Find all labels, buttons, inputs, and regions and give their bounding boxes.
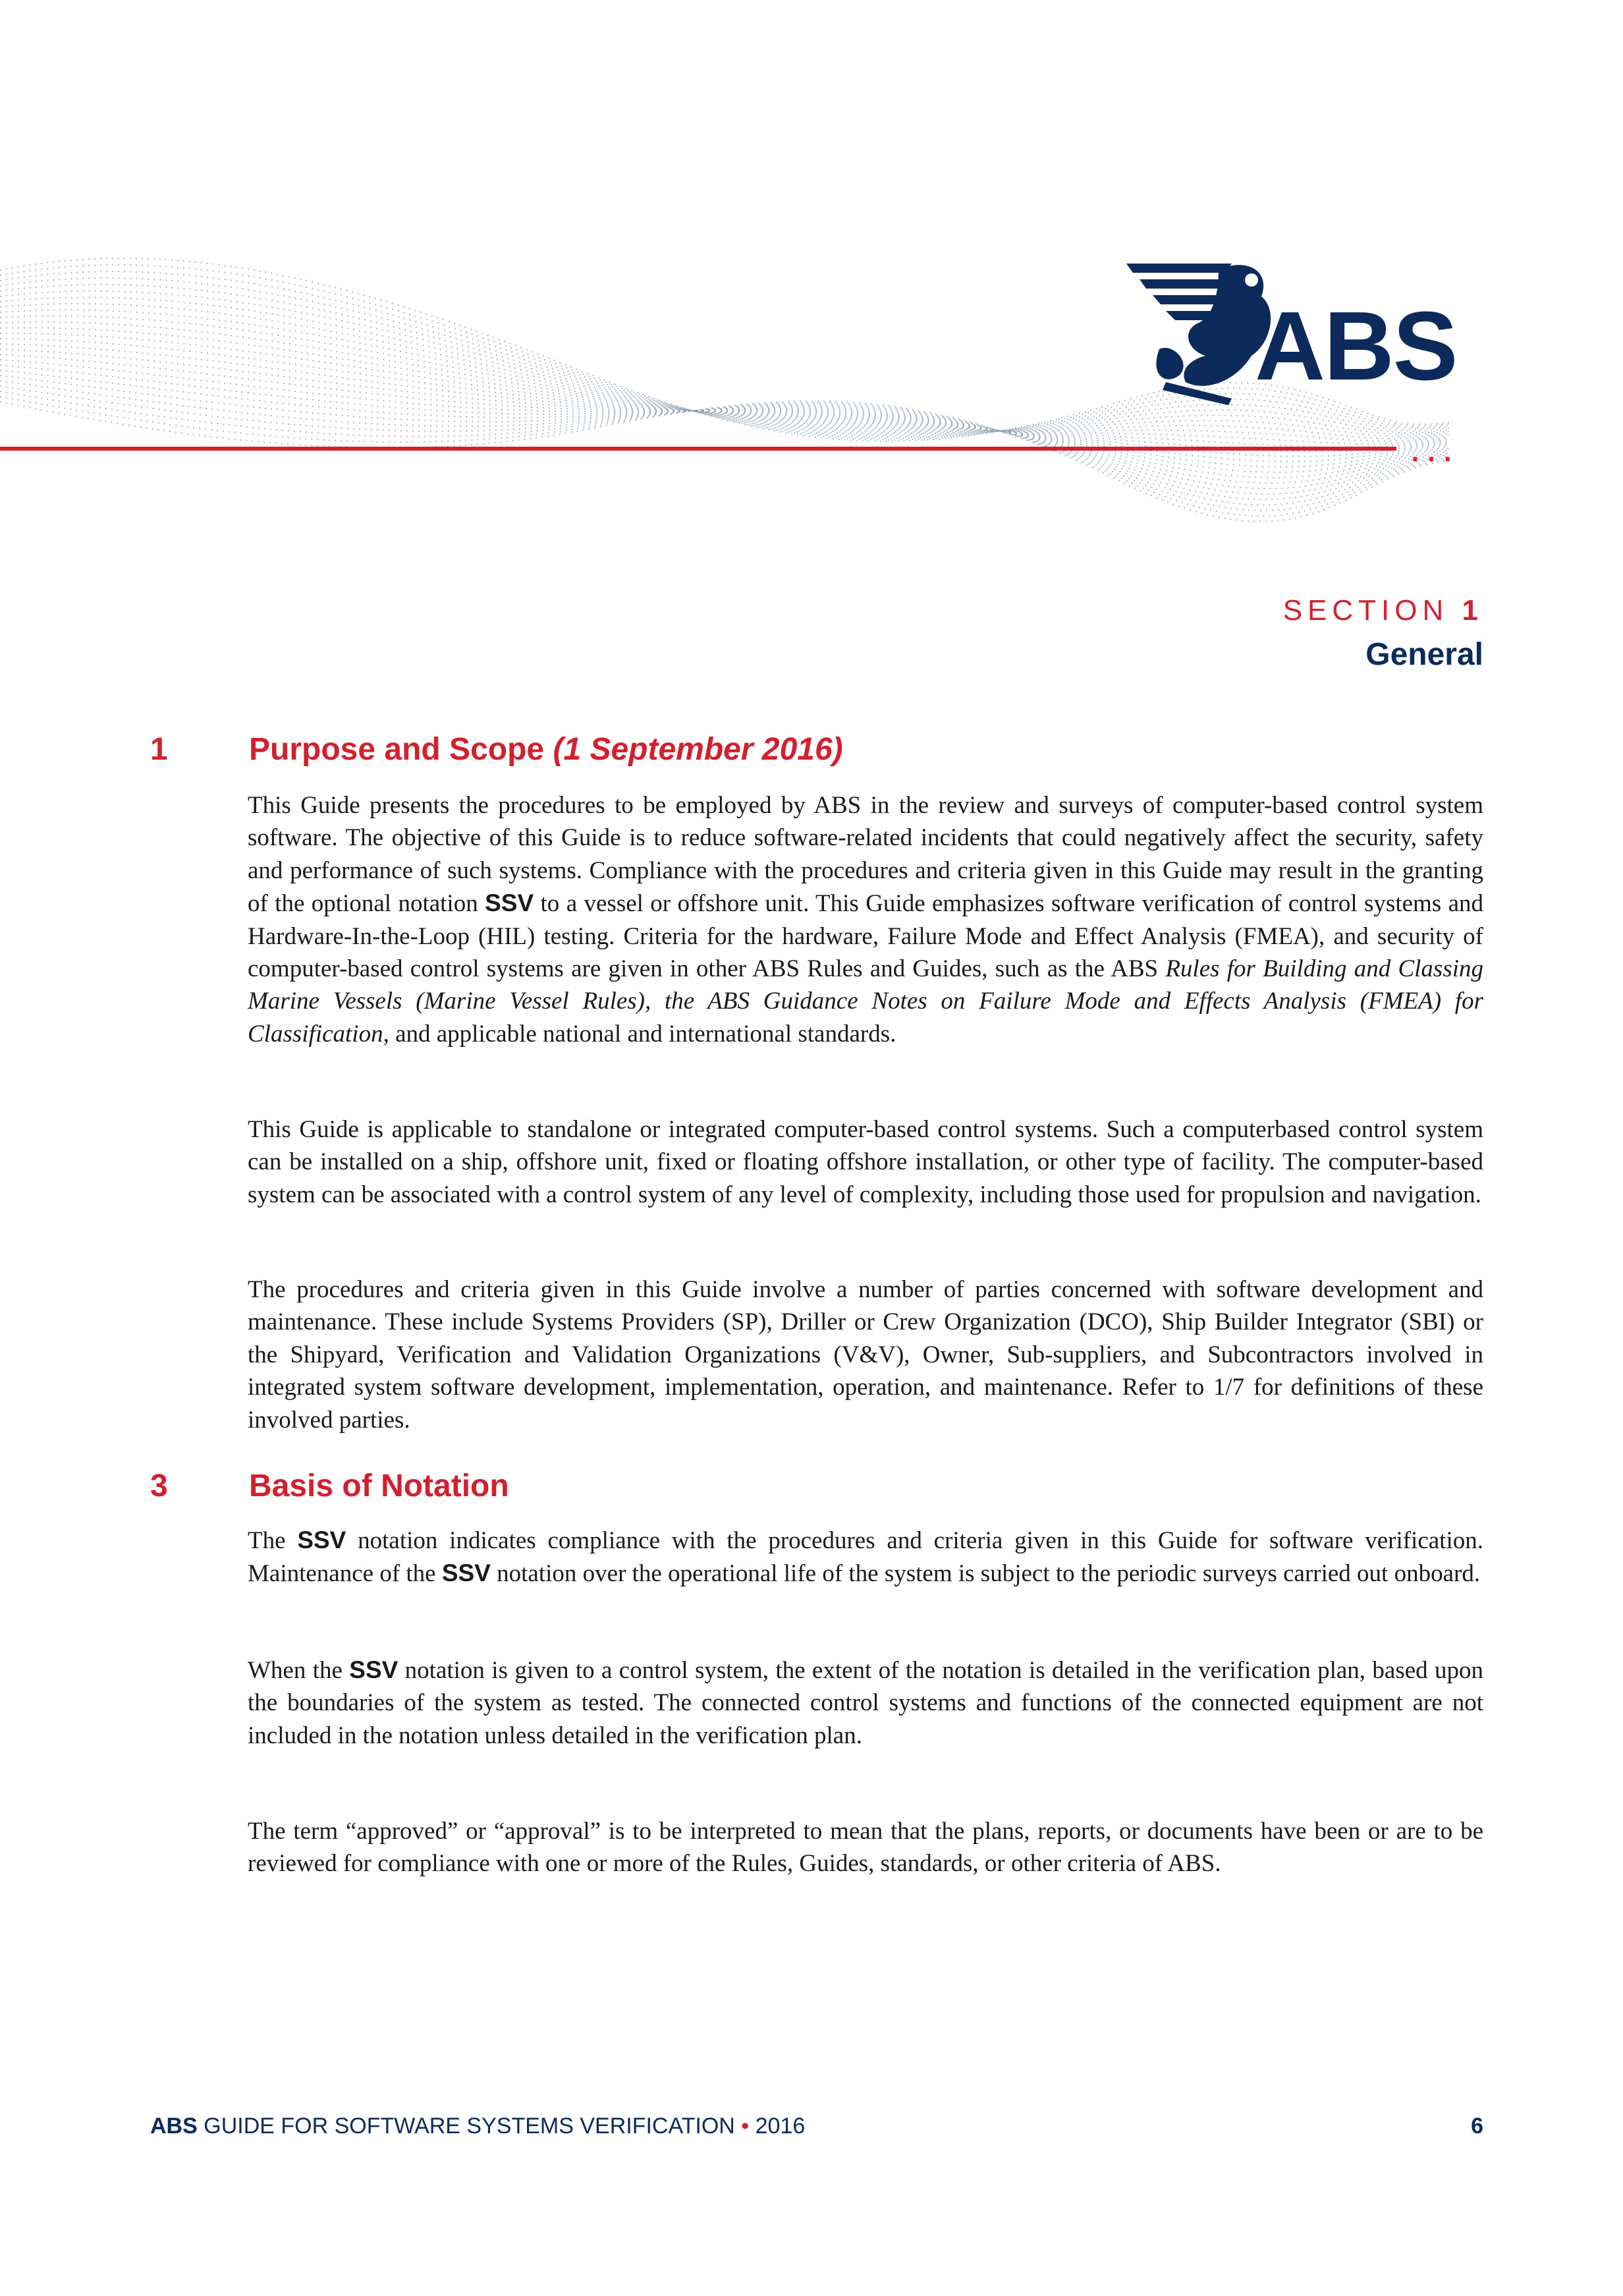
paragraph-parties: The procedures and criteria given in this Guide involve a number of parties concerned with software development and maintenance. These include Systems Providers (SP), Driller or Crew Organization (DCO), Ship Builder Integrator (SBI) or the Shipyard, Verification and Validation Organizations (V&V), Owner, Sub-suppliers, and Subcontractors involved in integrated system software development, implementation, operation, and maintenance. Refer to 1/7 for definitions of these involved parties. <box>248 1276 1483 1434</box>
paragraph-text: , and applicable national and international standards. <box>383 1020 896 1048</box>
paragraph-extent <box>248 1654 1483 1752</box>
ssv-notation: SSV <box>441 1559 491 1587</box>
paragraph-purpose <box>248 789 1483 1050</box>
heading-date: (1 September 2016) <box>553 732 843 767</box>
section-title: General <box>1365 637 1483 672</box>
heading-title: Purpose and Scope <box>249 732 545 767</box>
paragraph-text: The <box>248 1527 298 1554</box>
paragraph-text: This Guide presents the procedures to be employed by ABS in the review and surveys of computer-based control system software. The objective of this Guide is to reduce software-related incidents that could negatively affect the security, safety and performance of such systems. Compliance with the procedures and criteria given in this Guide may result in the granting of the optional notation <box>248 792 1483 918</box>
abs-logo-text: ABS <box>1255 292 1457 401</box>
header-rule-dots: ... <box>1410 426 1459 470</box>
section-label <box>1283 594 1483 627</box>
footer-year: 2016 <box>749 2114 806 2139</box>
heading-title: Basis of Notation <box>249 1469 509 1503</box>
paragraph-ssv-notation <box>248 1524 1483 1590</box>
section-number: 1 <box>1462 594 1483 627</box>
ssv-notation: SSV <box>297 1526 346 1554</box>
paragraph-approval: The term “approved” or “approval” is to be interpreted to mean that the plans, reports, or documents have been or are to be reviewed for compliance with one or more of the Rules, Guides, standards, or other criteria of ABS. <box>248 1818 1483 1878</box>
paragraph-text: notation indicates compliance with the procedures and criteria given in this Guide for software verification. Maintenance of the <box>248 1527 1483 1588</box>
page-number: 6 <box>1471 2114 1483 2139</box>
heading-purpose-scope <box>150 731 843 768</box>
ssv-notation: SSV <box>485 889 534 917</box>
footer-brand: ABS <box>150 2114 198 2139</box>
heading-basis-of-notation <box>150 1468 509 1504</box>
heading-number: 1 <box>150 732 168 767</box>
footer-title: GUIDE FOR SOFTWARE SYSTEMS VERIFICATION <box>197 2114 742 2139</box>
heading-number: 3 <box>150 1469 168 1503</box>
rules-reference: Rules for Building and Classing Marine Vessels (Marine Vessel Rules), the ABS Guidance Notes on Failure Mode and Effects Analysis (FMEA) for Classification <box>248 955 1483 1048</box>
paragraph-text: notation over the operational life of the system is subject to the periodic surveys carried out onboard. <box>490 1560 1481 1588</box>
paragraph-text: When the <box>248 1657 350 1684</box>
header-rule <box>0 447 1396 451</box>
paragraph-text: notation is given to a control system, the extent of the notation is detailed in the verification plan, based upon the boundaries of the system as tested. The connected control systems and functions of the connected equipment are not included in the notation unless detailed in the verification plan. <box>248 1657 1484 1749</box>
paragraph-applicability: This Guide is applicable to standalone or integrated computer-based control systems. Such a computerbased control system can be installed on a ship, offshore unit, fixed or floating offshore installation, or other type of facility. The computer-based system can be associated with a control system of any level of complexity, including those used for propulsion and navigation. <box>248 1116 1483 1208</box>
page-footer <box>150 2114 1483 2139</box>
wave-line <box>0 391 1449 511</box>
paragraph-text: to a vessel or offshore unit. This Guide emphasizes software verification of control systems and Hardware-In-the-Loop (HIL) testing. Criteria for the hardware, Failure Mode and Effect Analysis (FMEA), and security of computer-based control systems are given in other ABS Rules and Guides, such as the ABS <box>248 890 1484 983</box>
footer-bullet: • <box>741 2114 750 2139</box>
ssv-notation: SSV <box>349 1656 399 1683</box>
section-label-text: SECTION <box>1282 594 1449 627</box>
